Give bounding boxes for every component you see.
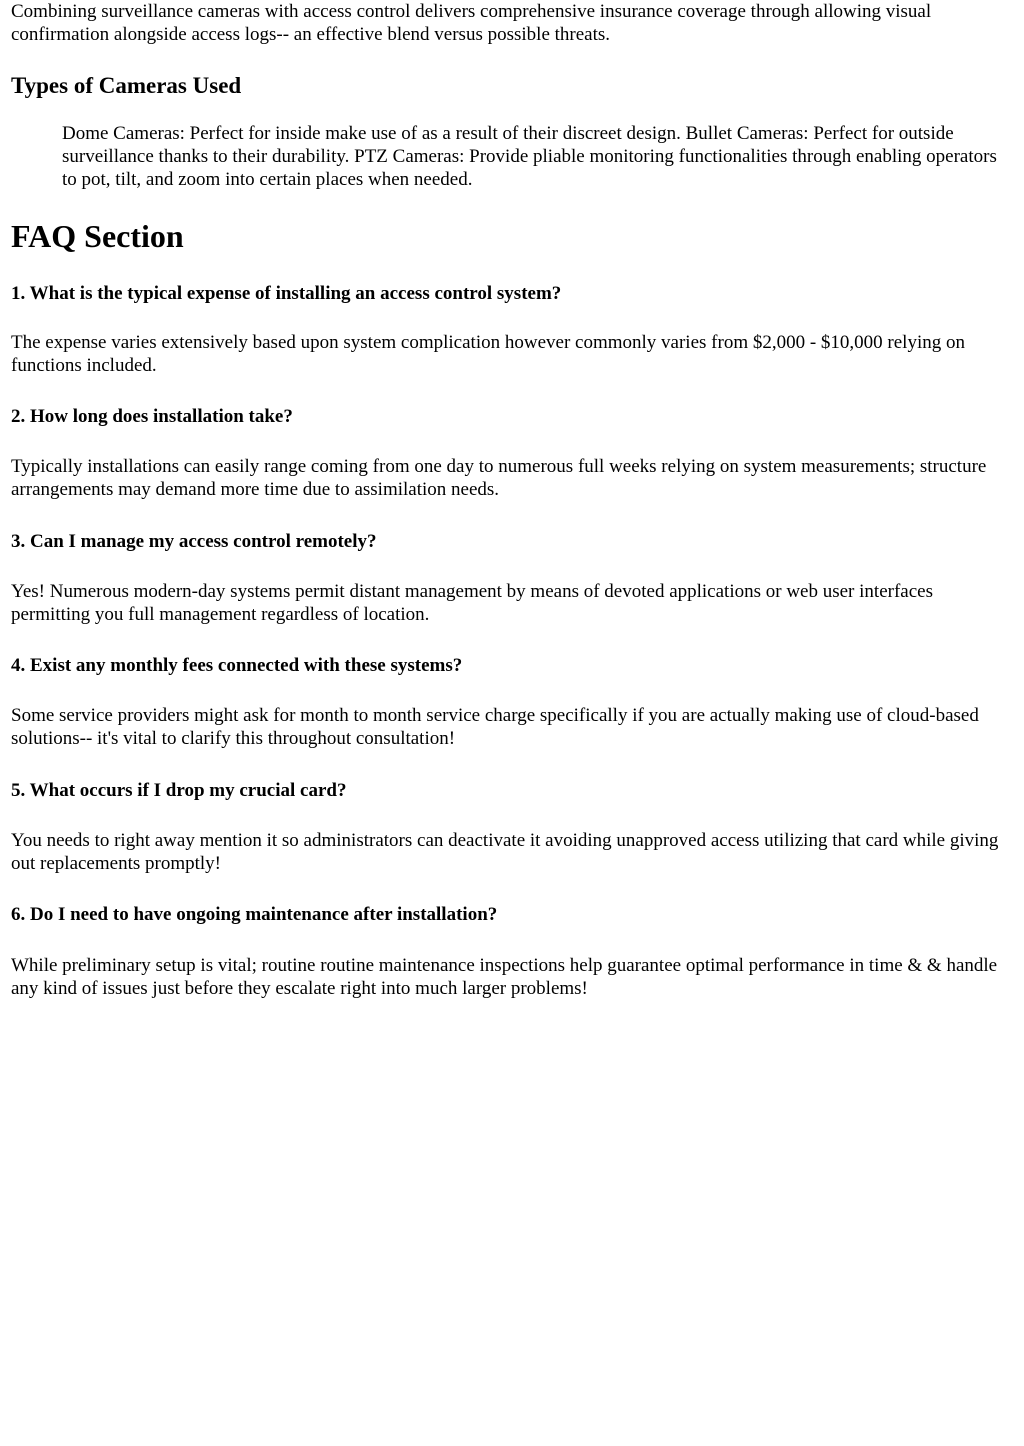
cameras-heading: Types of Cameras Used <box>11 73 242 98</box>
faq-question-2: 2. How long does installation take? <box>11 406 293 427</box>
faq-answer-6: While preliminary setup is vital; routine routine maintenance inspections help guarantee optimal performance in time & & handle any kind of issues just before they escalate right into much larger problems! <box>11 955 998 999</box>
cameras-blockquote: Dome Cameras: Perfect for inside make use of as a result of their discreet design. Bullet Cameras: Perfect for outside surveillance thanks to their durability. PTZ Cameras: Provide pliable monitoring functionalities through enabling operators to pot, tilt, and zoom into certain places when needed. <box>62 123 997 190</box>
faq-question-3: 3. Can I manage my access control remotely? <box>11 531 377 552</box>
faq-question-5: 5. What occurs if I drop my crucial card? <box>11 780 347 801</box>
faq-answer-2: Typically installations can easily range coming from one day to numerous full weeks relying on system measurements; structure arrangements may demand more time due to assimilation needs. <box>11 456 987 500</box>
faq-heading: FAQ Section <box>11 218 184 254</box>
faq-answer-4: Some service providers might ask for month to month service charge specifically if you are actually making use of cloud-based solutions-- it's vital to clarify this throughout consultation! <box>11 705 979 749</box>
faq-question-1: 1. What is the typical expense of installing an access control system? <box>11 283 562 304</box>
faq-answer-5: You needs to right away mention it so administrators can deactivate it avoiding unapproved access utilizing that card while giving out replacements promptly! <box>11 830 999 874</box>
faq-answer-1: The expense varies extensively based upon system complication however commonly varies from $2,000 - $10,000 relying on functions included. <box>11 332 965 376</box>
faq-answer-3: Yes! Numerous modern-day systems permit distant management by means of devoted applications or web user interfaces permitting you full management regardless of location. <box>11 581 933 625</box>
intro-paragraph: Combining surveillance cameras with access control delivers comprehensive insurance coverage through allowing visual confirmation alongside access logs-- an effective blend versus possible threats. <box>11 1 932 45</box>
faq-question-6: 6. Do I need to have ongoing maintenance after installation? <box>11 904 498 925</box>
faq-question-4: 4. Exist any monthly fees connected with these systems? <box>11 655 463 676</box>
